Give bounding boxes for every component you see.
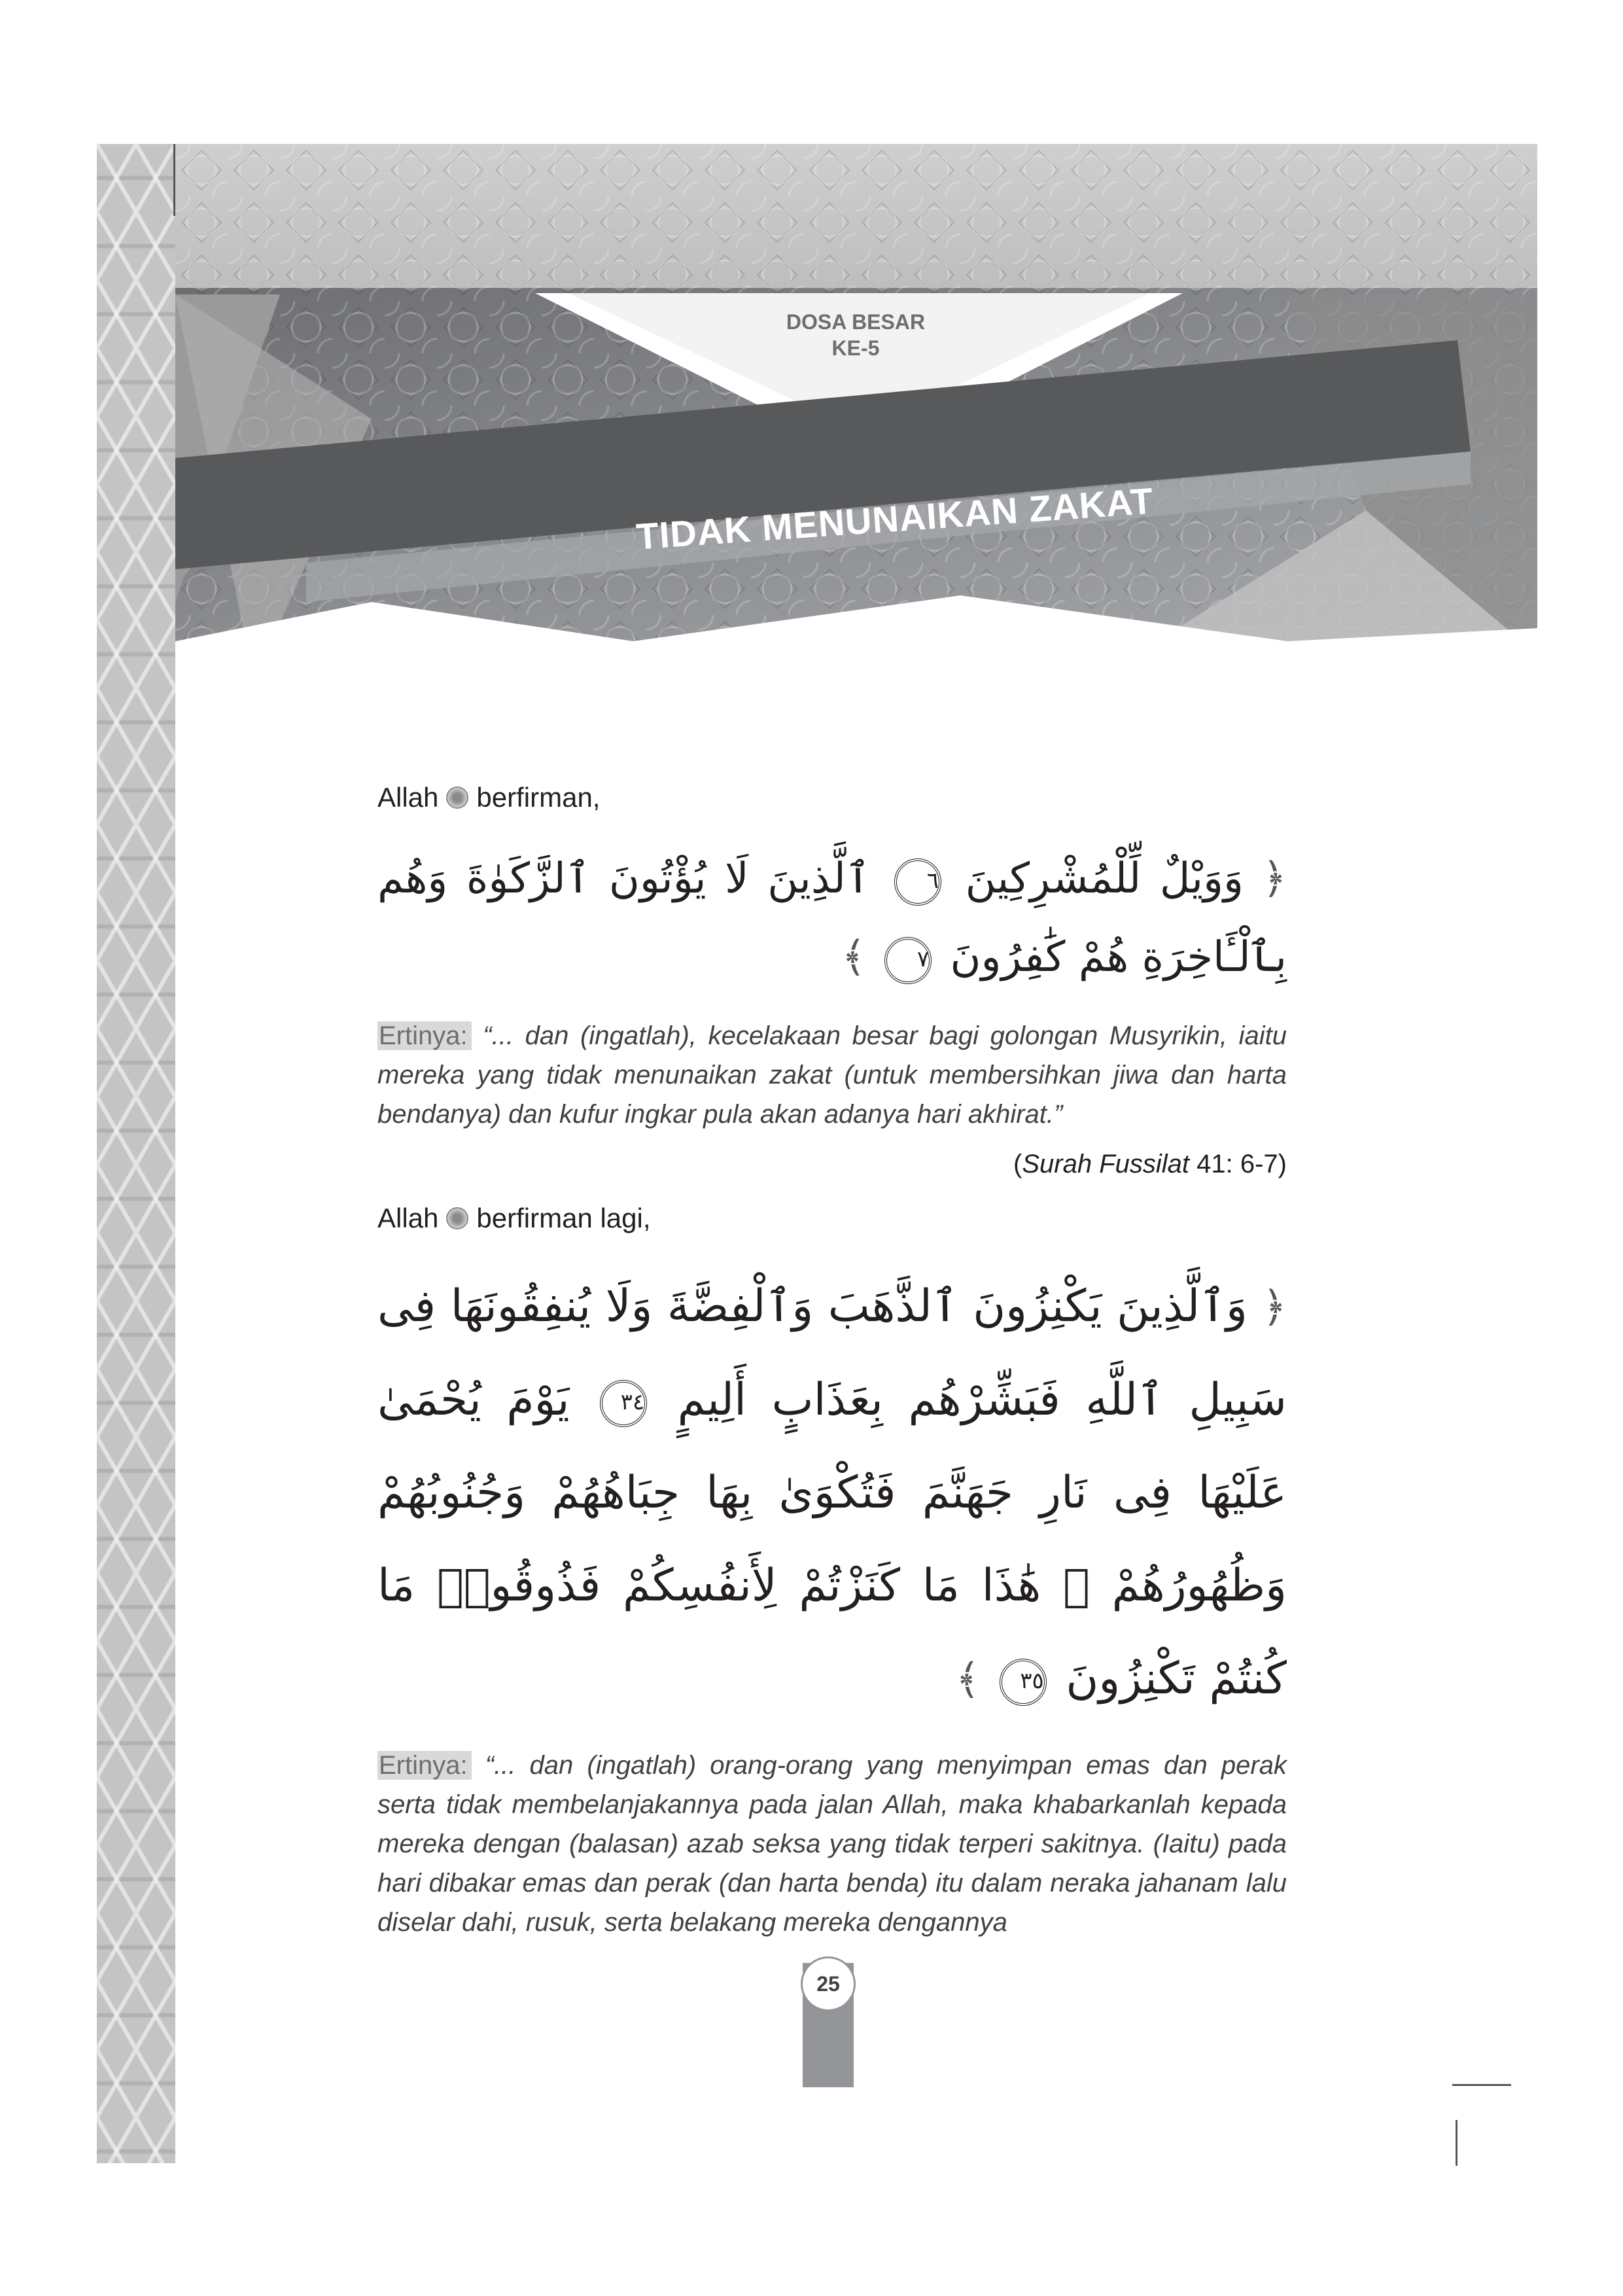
ornamental-bracket-icon: ﴾ [841,933,866,981]
intro-allah: Allah [377,782,439,813]
translation-text: “... dan (ingatlah), kecelakaan besar bagi golongan Musyrikin, iaitu mereka yang tidak menunaikan zakat (untuk membersihkan jiwa dan harta bendanya) dan kufur ingkar pula akan adanya hari akhirat.” [377,1021,1287,1129]
verse-number-marker: ٧ [884,937,932,984]
verse-number-marker: ٣٥ [1000,1659,1047,1706]
intro-berfirman: berfirman, [476,782,601,813]
ornamental-bracket-icon: ﴿ [1262,855,1287,903]
ornamental-bracket-icon: ﴾ [955,1655,981,1704]
translation-1 [377,1016,1287,1134]
chapter-line-2: KE-5 [831,336,880,360]
passage1-intro [377,782,1287,813]
chapter-header [175,144,1537,687]
reference-open: ( [1013,1150,1022,1178]
crop-mark [1452,2084,1511,2086]
header-artwork [175,144,1537,687]
main-content [377,782,1287,1942]
chapter-number-label [731,309,980,361]
intro-berfirman-lagi: berfirman lagi, [476,1203,651,1233]
quran-verse-block-2 [377,1260,1287,1726]
passage2-intro [377,1203,1287,1234]
chapter-line-1: DOSA BESAR [786,310,926,334]
translation-label: Ertinya: [377,1751,472,1780]
intro-allah: Allah [377,1203,439,1233]
translation-label: Ertinya: [377,1021,472,1050]
reference-numbers: 41: 6-7) [1189,1150,1287,1178]
reference-surah: Surah Fussilat [1022,1150,1190,1178]
arabic-text: يَوْمَ يُحْمَىٰ عَلَيْهَا فِى نَارِ جَهَنَّمَ فَتُكْوَىٰ بِهَا جِبَاهُهُمْ وَجُنُوبُهُمْ وَظُهُورُهُمْ ۖ هَٰذَا مَا كَنَزْتُمْ لِأَنفُسِكُمْ فَذُوقُوا۟ مَا كُنتُمْ تَكْنِزُونَ [377,1374,1287,1704]
swt-glyph-icon [446,1207,468,1229]
swt-glyph-icon [446,786,468,809]
arabic-text: ٱلَّذِينَ لَا يُؤْتُونَ ٱلزَّكَوٰةَ وَهُم بِٱلْـَٔاخِرَةِ هُمْ كَٰفِرُونَ [377,855,1287,981]
arabic-text: وَٱلَّذِينَ يَكْنِزُونَ ٱلذَّهَبَ وَٱلْفِضَّةَ وَلَا يُنفِقُونَهَا فِى سَبِيلِ ٱللَّهِ فَبَشِّرْهُم بِعَذَابٍ أَلِيمٍ [377,1280,1287,1426]
page-title: TIDAK MENUNAIKAN ZAKAT [635,480,1155,557]
verse-reference [377,1150,1287,1179]
quran-verse-block-1 [377,839,1287,997]
page-number: 25 [801,1956,856,2011]
crop-mark [1456,2120,1457,2166]
ornamental-bracket-icon: ﴿ [1262,1283,1287,1332]
translation-text: “... dan (ingatlah) orang-orang yang menyimpan emas dan perak serta tidak membelanjakannya pada jalan Allah, maka khabarkanlah kepada mereka dengan (balasan) azab seksa yang tidak terperi sakitnya. (Iaitu) pada hari dibakar emas dan perak (dan harta benda) itu dalam neraka jahanam lalu diselar dahi, rusuk, serta belakang mereka dengannya [377,1751,1287,1937]
verse-number-marker: ٦ [894,858,941,906]
arabic-text: وَوَيْلٌ لِّلْمُشْرِكِينَ [965,855,1244,903]
verse-number-marker: ٣٤ [600,1380,647,1427]
translation-2 [377,1746,1287,1942]
decorative-side-band [97,144,175,2163]
